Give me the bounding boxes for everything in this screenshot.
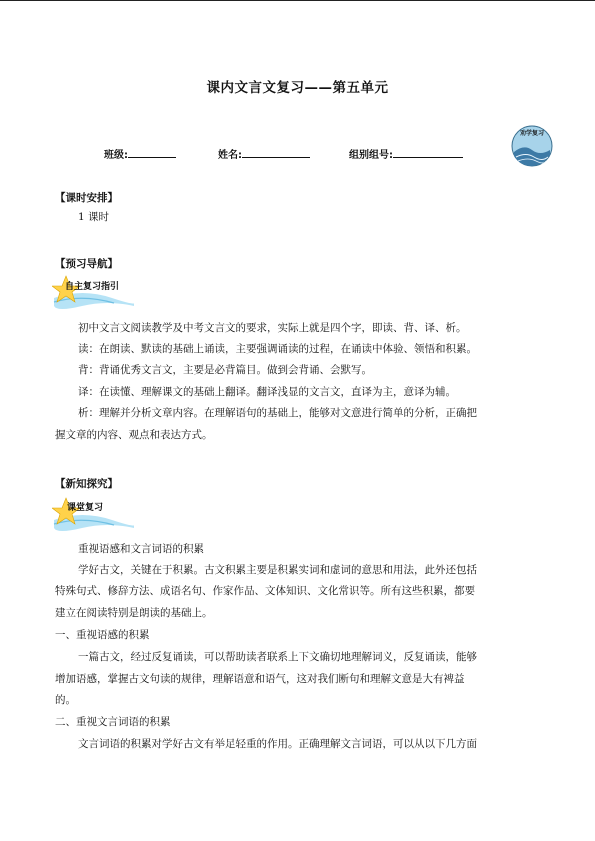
class-field bbox=[104, 146, 176, 161]
schedule-text: 1 课时 bbox=[78, 211, 110, 223]
explore-line-8: 的。 bbox=[55, 694, 76, 706]
name-field bbox=[218, 146, 310, 161]
page-title: 课内文言文复习——第五单元 bbox=[206, 80, 389, 96]
explore-line-9: 二、重视文言词语的积累 bbox=[55, 716, 171, 728]
group-field bbox=[349, 146, 463, 161]
preview-line-1: 初中文言文阅读教学及中考文言文的要求，实际上就是四个字，即读、背、译、析。 bbox=[78, 322, 467, 334]
badge-text: 劝学复习 bbox=[519, 130, 545, 137]
preview-line-5: 析：理解并分析文章内容。在理解语句的基础上，能够对文意进行简单的分析，正确把 bbox=[78, 407, 477, 419]
preview-line-4: 译：在读懂、理解课文的基础上翻译。翻译浅显的文言文，直译为主，意译为辅。 bbox=[78, 386, 456, 398]
preview-line-6: 握文章的内容、观点和表达方式。 bbox=[55, 429, 213, 441]
name-label: 姓名: bbox=[218, 150, 242, 161]
class-blank[interactable] bbox=[128, 147, 176, 158]
explore-line-2: 学好古文，关键在于积累。古文积累主要是积累实词和虚词的意思和用法，此外还包括 bbox=[78, 564, 477, 576]
preview-line-3: 背：背诵优秀文言文，主要是必背篇目。做到会背诵、会默写。 bbox=[78, 364, 372, 376]
student-info-row bbox=[0, 146, 595, 162]
group-blank[interactable] bbox=[393, 147, 463, 158]
explore-line-6: 一篇古文，经过反复诵读，可以帮助读者联系上下文确切地理解词义，反复诵读，能够 bbox=[78, 651, 477, 663]
stamp-label-preview: 自主复习指引 bbox=[65, 282, 120, 292]
explore-line-7: 增加语感，掌握古文句读的规律，理解语意和语气，这对我们断句和理解文意是大有裨益 bbox=[55, 673, 465, 685]
explore-line-5: 一、重视语感的积累 bbox=[55, 629, 150, 641]
section-heading-schedule: 【课时安排】 bbox=[55, 192, 118, 204]
badge-logo-icon bbox=[510, 124, 554, 168]
top-rule bbox=[0, 0, 595, 1]
group-label: 组别组号: bbox=[349, 150, 393, 161]
explore-line-4: 建立在阅读特别是朗读的基础上。 bbox=[55, 607, 213, 619]
class-label: 班级: bbox=[104, 150, 128, 161]
preview-line-2: 读：在朗读、默读的基础上诵读，主要强调诵读的过程，在诵读中体验、领悟和积累。 bbox=[78, 343, 477, 355]
section-heading-preview: 【预习导航】 bbox=[55, 258, 118, 270]
explore-line-1: 重视语感和文言词语的积累 bbox=[78, 543, 204, 555]
explore-line-10: 文言词语的积累对学好古文有举足轻重的作用。正确理解文言词语，可以从以下几方面 bbox=[78, 738, 477, 750]
explore-line-3: 特殊句式、修辞方法、成语名句、作家作品、文体知识、文化常识等。所有这些积累，都要 bbox=[55, 585, 475, 597]
stamp-label-explore: 课堂复习 bbox=[67, 503, 104, 513]
section-heading-explore: 【新知探究】 bbox=[55, 478, 118, 490]
name-blank[interactable] bbox=[242, 147, 310, 158]
